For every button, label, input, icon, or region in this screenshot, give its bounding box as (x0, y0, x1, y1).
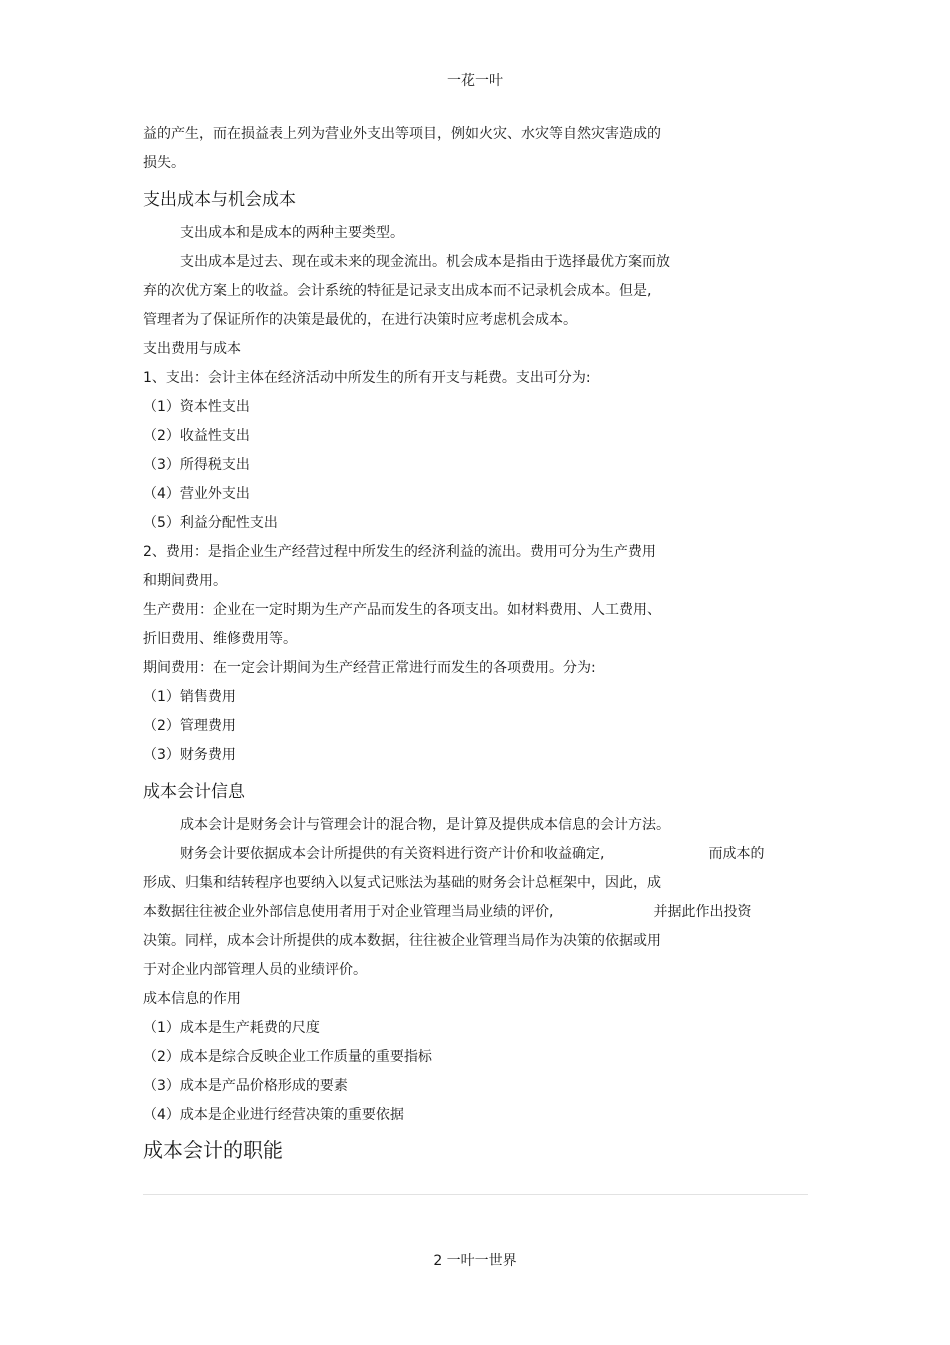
paragraph-line: 支出成本和是成本的两种主要类型。 (180, 225, 404, 241)
paragraph-text: 财务会计要依据成本会计所提供的有关资料进行资产计价和收益确定, (180, 846, 605, 862)
paragraph-text: 本数据往往被企业外部信息使用者用于对企业管理当局业绩的评价, (143, 904, 554, 920)
paragraph-line: 管理者为了保证所作的决策是最优的，在进行决策时应考虑机会成本。 (143, 312, 577, 328)
list-item: （1）资本性支出 (143, 399, 250, 415)
paragraph-line: 形成、归集和结转程序也要纳入以复式记账法为基础的财务会计总框架中，因此，成 (143, 875, 661, 891)
section-heading: 支出成本与机会成本 (143, 190, 296, 210)
paragraph-line: 生产费用：企业在一定时期为生产产品而发生的各项支出。如材料费用、人工费用、 (143, 602, 661, 618)
list-item: （4）成本是企业进行经营决策的重要依据 (143, 1107, 404, 1123)
page-content (143, 120, 808, 1162)
footer-divider (143, 1194, 808, 1195)
list-intro: 1、支出：会计主体在经济活动中所发生的所有开支与耗费。支出可分为: (143, 370, 591, 386)
subheading: 支出费用与成本 (143, 341, 241, 357)
paragraph-line: 和期间费用。 (143, 573, 227, 589)
list-item: （3）财务费用 (143, 747, 236, 763)
page-footer: 2 一叶一世界 (433, 1253, 517, 1269)
paragraph-line (143, 898, 808, 927)
list-item: （3）成本是产品价格形成的要素 (143, 1078, 348, 1094)
paragraph-line (143, 840, 808, 869)
paragraph-line: 期间费用：在一定会计期间为生产经营正常进行而发生的各项费用。分为: (143, 660, 596, 676)
paragraph-line: 折旧费用、维修费用等。 (143, 631, 297, 647)
paragraph-line: 损失。 (143, 155, 185, 171)
subheading: 成本信息的作用 (143, 991, 241, 1007)
list-item: （1）销售费用 (143, 689, 236, 705)
list-item: （1）成本是生产耗费的尺度 (143, 1020, 320, 1036)
list-item: （2）成本是综合反映企业工作质量的重要指标 (143, 1049, 432, 1065)
paragraph-line: 于对企业内部管理人员的业绩评价。 (143, 962, 367, 978)
section-heading: 成本会计信息 (143, 782, 245, 802)
section-heading: 成本会计的职能 (143, 1138, 283, 1162)
paragraph-line: 决策。同样，成本会计所提供的成本数据，往往被企业管理当局作为决策的依据或用 (143, 933, 661, 949)
paragraph-line: 益的产生，而在损益表上列为营业外支出等项目，例如火灾、水灾等自然灾害造成的 (143, 126, 661, 142)
list-item: （3）所得税支出 (143, 457, 250, 473)
paragraph-text: 并据此作出投资 (653, 904, 752, 920)
paragraph-line: 弃的次优方案上的收益。会计系统的特征是记录支出成本而不记录机会成本。但是, (143, 283, 652, 299)
list-item: （5）利益分配性支出 (143, 515, 278, 531)
list-item: （4）营业外支出 (143, 486, 250, 502)
list-item: （2）管理费用 (143, 718, 236, 734)
paragraph-line: 支出成本是过去、现在或未来的现金流出。机会成本是指由于选择最优方案而放 (180, 254, 670, 270)
paragraph-line: 2、费用：是指企业生产经营过程中所发生的经济利益的流出。费用可分为生产费用 (143, 544, 656, 560)
list-item: （2）收益性支出 (143, 428, 250, 444)
paragraph-text: 而成本的 (708, 846, 765, 862)
page-header: 一花一叶 (447, 73, 503, 89)
paragraph-line: 成本会计是财务会计与管理会计的混合物，是计算及提供成本信息的会计方法。 (180, 817, 670, 833)
